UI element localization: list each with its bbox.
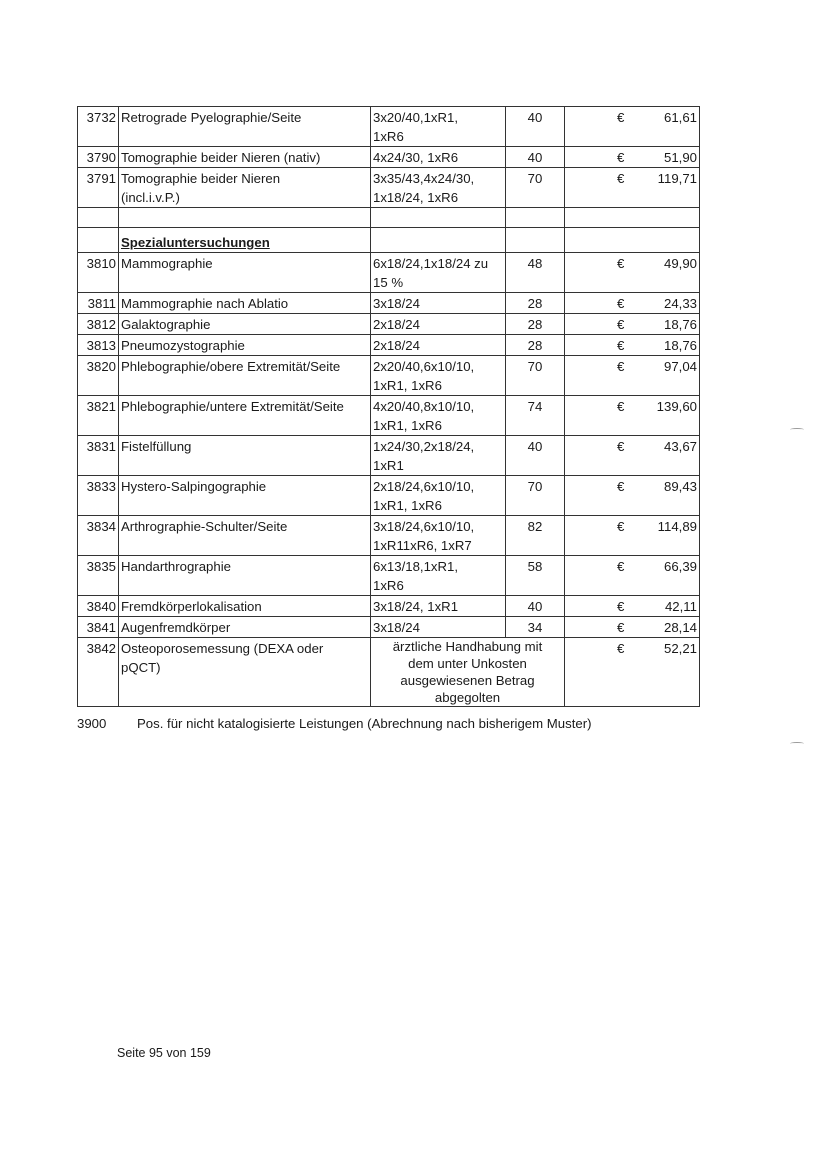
section-title: Spezialuntersuchungen [121,235,270,250]
euro-symbol: € [617,439,625,454]
amount-value: 139,60 [656,399,697,414]
euro-symbol: € [617,338,625,353]
points-value: 74 [506,396,565,436]
points-value: 40 [506,596,565,617]
euro-symbol: € [617,171,625,186]
amount-cell [565,335,700,356]
table-row [78,314,700,335]
tariff-table-body [78,107,700,707]
footnote-line [77,716,591,731]
position-description: Fistelfüllung [119,436,371,476]
points-value: 28 [506,314,565,335]
empty-cell [371,228,506,253]
table-row [78,476,700,516]
position-code: 3821 [78,396,119,436]
amount-cell [565,596,700,617]
position-code: 3732 [78,107,119,147]
position-description: Phlebographie/untere Extremität/Seite [119,396,371,436]
table-row [78,617,700,638]
position-description: Retrograde Pyelographie/Seite [119,107,371,147]
amount-value: 18,76 [663,338,697,353]
position-code: 3820 [78,356,119,396]
table-row [78,168,700,208]
position-description: Hystero-Salpingographie [119,476,371,516]
position-description: Mammographie [119,253,371,293]
table-row [78,356,700,396]
amount-value: 43,67 [663,439,697,454]
euro-symbol: € [617,296,625,311]
euro-symbol: € [617,359,625,374]
amount-value: 89,43 [663,479,697,494]
euro-symbol: € [617,559,625,574]
position-code: 3812 [78,314,119,335]
film-spec: 6x13/18,1xR1, 1xR6 [371,556,506,596]
position-code: 3831 [78,436,119,476]
position-code: 3791 [78,168,119,208]
scan-artifact-mark [790,742,804,745]
amount-cell [565,396,700,436]
points-value: 58 [506,556,565,596]
position-code: 3834 [78,516,119,556]
film-spec: 4x20/40,8x10/10, 1xR1, 1xR6 [371,396,506,436]
amount-cell [565,314,700,335]
table-row [78,107,700,147]
amount-value: 49,90 [663,256,697,271]
amount-value: 52,21 [663,641,697,656]
amount-cell [565,556,700,596]
amount-value: 66,39 [663,559,697,574]
euro-symbol: € [617,599,625,614]
page-number: Seite 95 von 159 [117,1046,211,1060]
empty-cell [565,228,700,253]
position-description: Tomographie beider Nieren (incl.i.v.P.) [119,168,371,208]
points-value: 34 [506,617,565,638]
position-description: Tomographie beider Nieren (nativ) [119,147,371,168]
film-spec: 2x18/24,6x10/10, 1xR1, 1xR6 [371,476,506,516]
position-description: Pneumozystographie [119,335,371,356]
euro-symbol: € [617,641,625,656]
film-spec: 3x18/24 [371,617,506,638]
points-value: 70 [506,476,565,516]
euro-symbol: € [617,110,625,125]
points-value: 40 [506,436,565,476]
position-code: 3835 [78,556,119,596]
empty-cell [371,208,506,228]
empty-row [78,208,700,228]
position-code: 3840 [78,596,119,617]
amount-cell [565,356,700,396]
position-code: 3813 [78,335,119,356]
amount-cell [565,107,700,147]
film-spec: 2x18/24 [371,335,506,356]
film-spec: 6x18/24,1x18/24 zu 15 % [371,253,506,293]
table-row [78,253,700,293]
amount-value: 24,33 [663,296,697,311]
euro-symbol: € [617,519,625,534]
position-description: Arthrographie-Schulter/Seite [119,516,371,556]
amount-value: 61,61 [663,110,697,125]
position-code: 3841 [78,617,119,638]
position-code: 3842 [78,638,119,707]
position-description: Augenfremdkörper [119,617,371,638]
footnote-text: Pos. für nicht katalogisierte Leistungen (Abrechnung nach bisherigem Muster) [137,716,592,731]
amount-cell [565,436,700,476]
position-code: 3811 [78,293,119,314]
amount-cell [565,638,700,707]
empty-cell [78,228,119,253]
section-cell [119,228,371,253]
table-row [78,293,700,314]
position-description: Galaktographie [119,314,371,335]
empty-cell [506,208,565,228]
amount-cell [565,516,700,556]
euro-symbol: € [617,620,625,635]
points-value: 70 [506,168,565,208]
table-row [78,516,700,556]
amount-cell [565,147,700,168]
billing-note: ärztliche Handhabung mit dem unter Unkosten ausgewiesenen Betrag abgegolten [371,638,565,707]
table-row [78,638,700,707]
table-row [78,396,700,436]
amount-cell [565,476,700,516]
position-code: 3810 [78,253,119,293]
section-row [78,228,700,253]
empty-cell [506,228,565,253]
euro-symbol: € [617,256,625,271]
table-row [78,147,700,168]
empty-cell [565,208,700,228]
table-row [78,436,700,476]
position-description: Osteoporosemessung (DEXA oder pQCT) [119,638,371,707]
table-row [78,596,700,617]
film-spec: 4x24/30, 1xR6 [371,147,506,168]
points-value: 28 [506,293,565,314]
position-code: 3833 [78,476,119,516]
points-value: 70 [506,356,565,396]
position-description: Fremdkörperlokalisation [119,596,371,617]
film-spec: 3x18/24, 1xR1 [371,596,506,617]
position-description: Handarthrographie [119,556,371,596]
footnote-code: 3900 [77,716,107,731]
film-spec: 1x24/30,2x18/24, 1xR1 [371,436,506,476]
amount-value: 119,71 [657,171,697,186]
amount-cell [565,293,700,314]
euro-symbol: € [617,317,625,332]
position-description: Mammographie nach Ablatio [119,293,371,314]
points-value: 82 [506,516,565,556]
amount-value: 51,90 [663,150,697,165]
position-description: Phlebographie/obere Extremität/Seite [119,356,371,396]
amount-value: 18,76 [663,317,697,332]
amount-value: 114,89 [657,519,697,534]
points-value: 28 [506,335,565,356]
table-row [78,335,700,356]
amount-value: 42,11 [664,599,697,614]
film-spec: 2x20/40,6x10/10, 1xR1, 1xR6 [371,356,506,396]
scan-artifact-mark [790,428,804,431]
empty-cell [78,208,119,228]
points-value: 40 [506,107,565,147]
film-spec: 3x35/43,4x24/30, 1x18/24, 1xR6 [371,168,506,208]
amount-cell [565,168,700,208]
amount-value: 97,04 [663,359,697,374]
amount-cell [565,617,700,638]
film-spec: 3x18/24,6x10/10, 1xR11xR6, 1xR7 [371,516,506,556]
euro-symbol: € [617,399,625,414]
amount-value: 28,14 [663,620,697,635]
empty-cell [119,208,371,228]
points-value: 48 [506,253,565,293]
points-value: 40 [506,147,565,168]
film-spec: 3x20/40,1xR1, 1xR6 [371,107,506,147]
film-spec: 2x18/24 [371,314,506,335]
tariff-table [77,106,700,707]
position-code: 3790 [78,147,119,168]
table-row [78,556,700,596]
film-spec: 3x18/24 [371,293,506,314]
amount-cell [565,253,700,293]
euro-symbol: € [617,479,625,494]
euro-symbol: € [617,150,625,165]
